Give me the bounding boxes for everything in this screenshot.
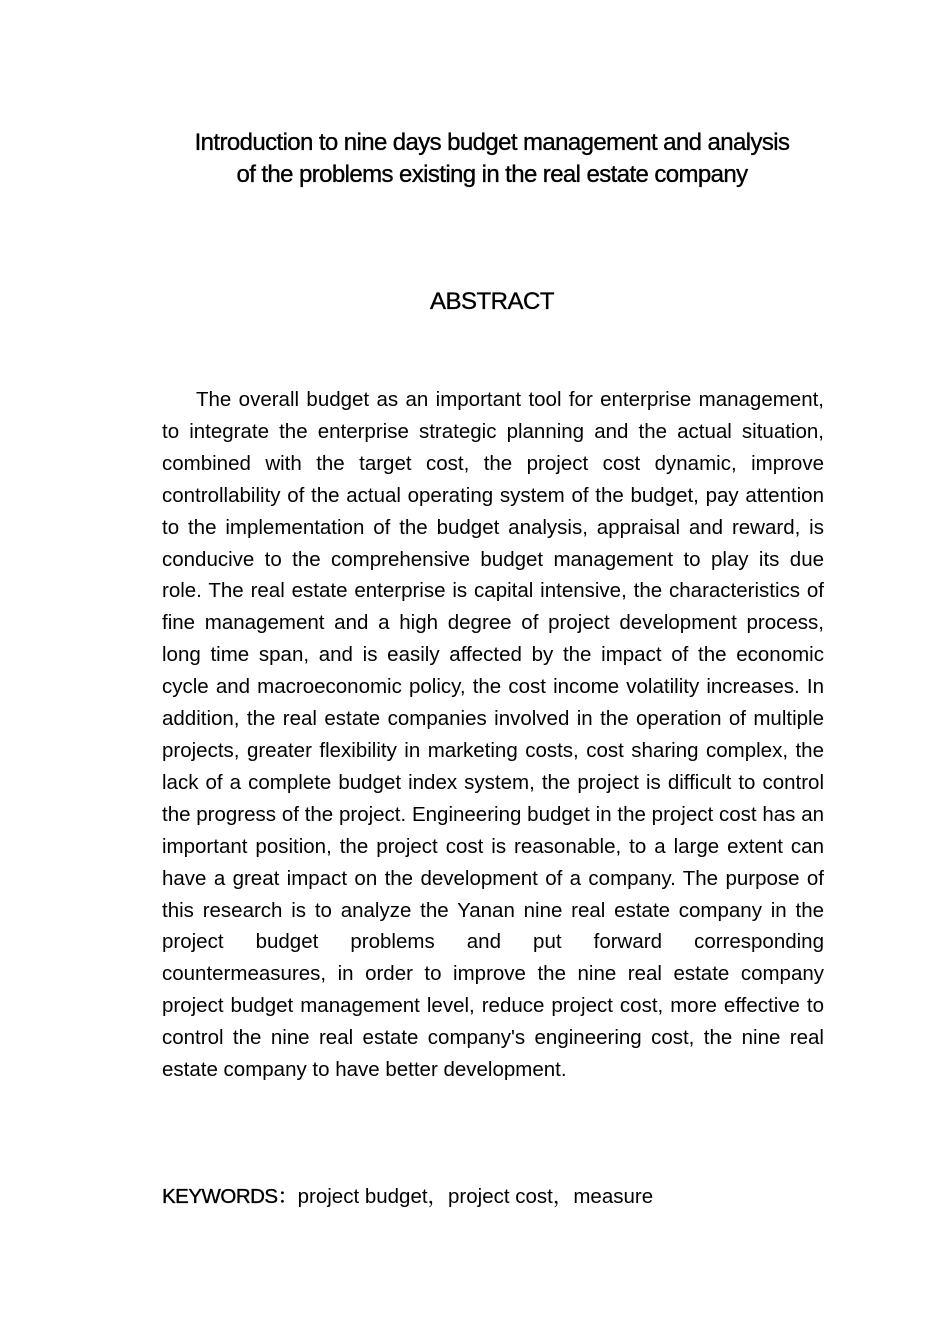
keywords-line [162,1181,824,1213]
abstract-body: The overall budget as an important tool for enterprise management, to integrate the enterprise strategic planning and the actual situation, combined with the target cost, the project cost dynamic, improve controllability of the actual operating system of the budget, pay attention to the implementation of the budget analysis, appraisal and reward, is conducive to the comprehensive budget management to play its due role. The real estate enterprise is capital intensive, the characteristics of fine management and a high degree of project development process, long time span, and is easily affected by the impact of the economic cycle and macroeconomic policy, the cost income volatility increases. In addition, the real estate companies involved in the operation of multiple projects, greater flexibility in marketing costs, cost sharing complex, the lack of a complete budget index system, the project is difficult to control the progress of the project. Engineering budget in the project cost has an important position, the project cost is reasonable, to a large extent can have a great impact on the development of a company. The purpose of this research is to analyze the Yanan nine real estate company in the project budget problems and put forward corresponding countermeasures, in order to improve the nine real estate company project budget management level, reduce project cost, more effective to control the nine real estate company's engineering cost, the nine real estate company to have better development. [162,388,824,1082]
abstract-heading: ABSTRACT [429,288,554,315]
keywords-label: KEYWORDS： [162,1185,298,1208]
keywords-text: project budget，project cost，measure [297,1185,654,1208]
document-title: Introduction to nine days budget management and analysis of the problems existing in the real estate company [194,129,790,188]
